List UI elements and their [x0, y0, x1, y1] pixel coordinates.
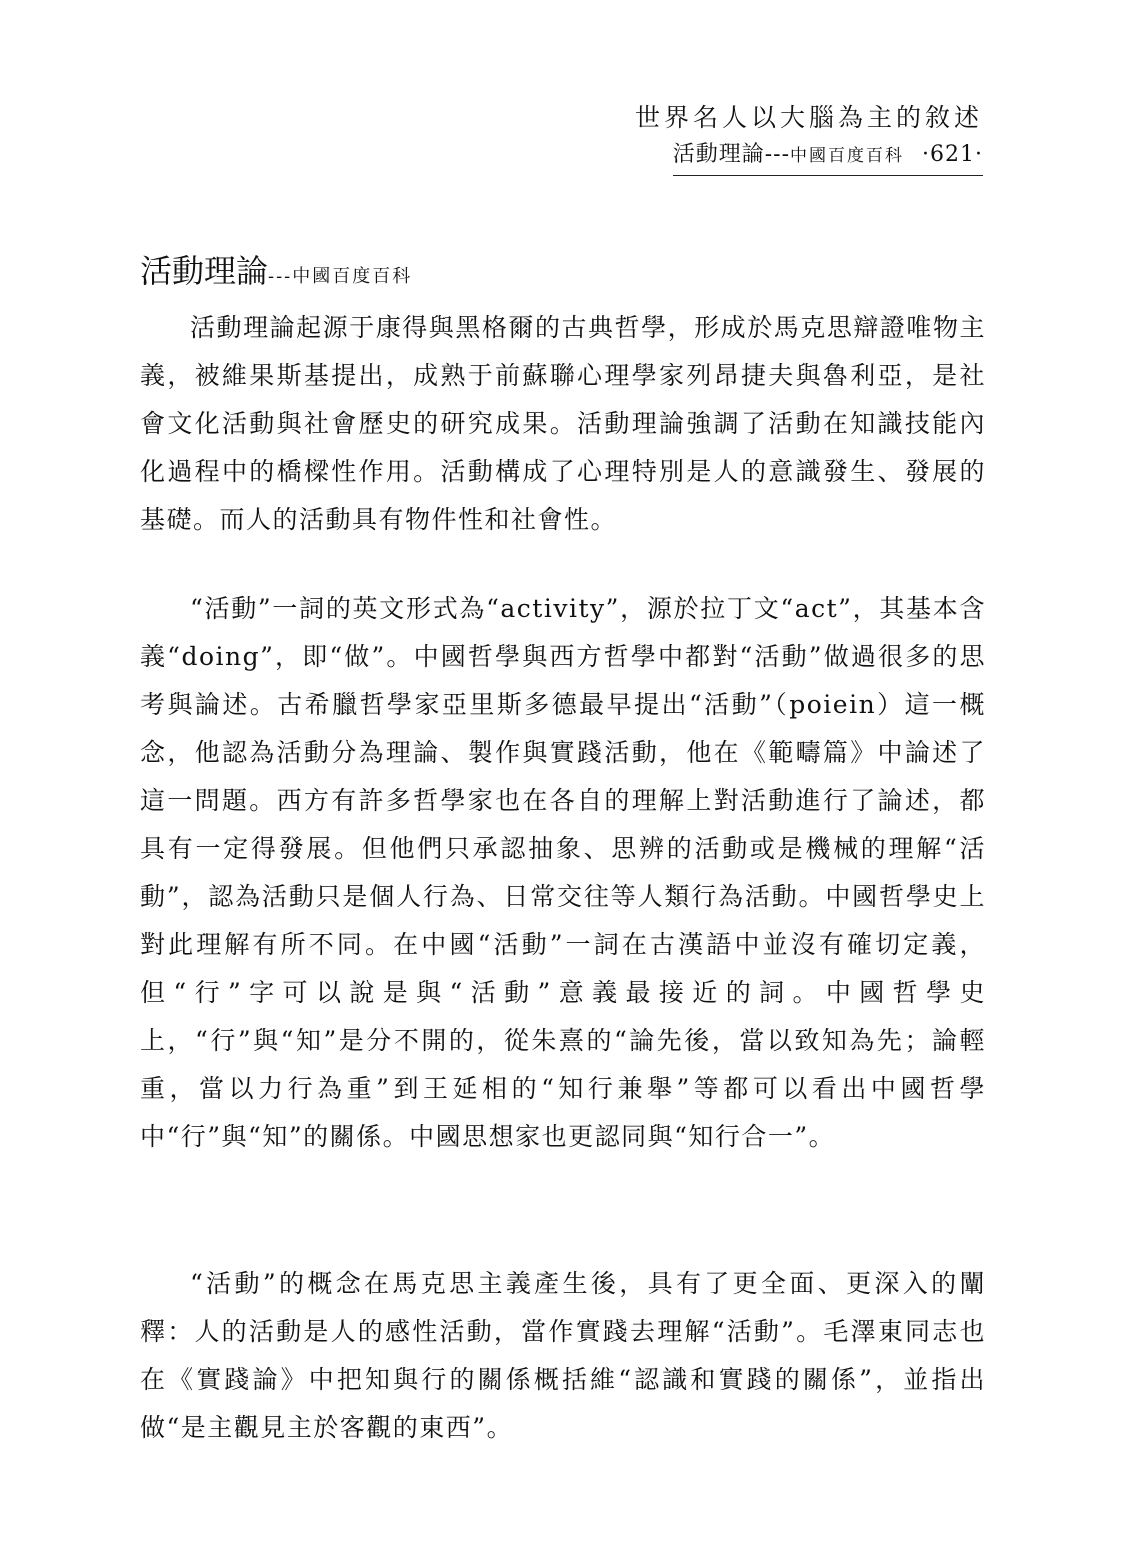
page-number: ·621·	[922, 142, 983, 167]
paragraph: “活動”一詞的英文形式為“activity”，源於拉丁文“act”，其基本含義“doing”，即“做”。中國哲學與西方哲學中都對“活動”做過很多的思考與論述。古希臘哲學家亞里斯多德最早提出“活動”（poiein）這一概念，他認為活動分為理論、製作與實踐活動，他在《範疇篇》中論述了這一問題。西方有許多哲學家也在各自的理解上對活動進行了論述，都具有一定得發展。但他們只承認抽象、思辨的活動或是機械的理解“活動”，認為活動只是個人行為、日常交往等人類行為活動。中國哲學史上對此理解有所不同。在中國“活動”一詞在古漢語中並沒有確切定義，但“行”字可以說是與“活動”意義最接近的詞。中國哲學史上，“行”與“知”是分不開的，從朱熹的“論先後，當以致知為先；論輕重，當以力行為重”到王延相的“知行兼舉”等都可以看出中國哲學中“行”與“知”的關係。中國思想家也更認同與“知行合一”。	[140, 594, 986, 1151]
section-title: 活動理論	[140, 252, 269, 290]
running-header	[635, 98, 983, 176]
paragraph: “活動”的概念在馬克思主義產生後，具有了更全面、更深入的闡釋：人的活動是人的感性活動，當作實踐去理解“活動”。毛澤東同志也在《實踐論》中把知與行的關係概括維“認識和實踐的關係”，並指出做“是主觀見主於客觀的東西”。	[140, 1269, 986, 1442]
header-book-title: 世界名人以大腦為主的敘述	[634, 103, 983, 132]
section-subtitle: ---中國百度百科	[268, 266, 413, 287]
body-block-3	[140, 1260, 986, 1452]
section-heading	[140, 246, 412, 302]
body-block-1	[140, 304, 986, 544]
header-chapter-line	[673, 138, 983, 176]
header-chapter-source: 中國百度百科	[790, 146, 905, 166]
paragraph: 活動理論起源于康得與黑格爾的古典哲學，形成於馬克思辯證唯物主義，被維果斯基提出，成熟于前蘇聯心理學家列昂捷夫與魯利亞，是社會文化活動與社會歷史的研究成果。活動理論強調了活動在知識技能內化過程中的橋樑性作用。活動構成了心理特別是人的意識發生、發展的基礎。而人的活動具有物件性和社會性。	[140, 313, 986, 534]
body-block-2	[140, 585, 986, 1161]
header-chapter-title: 活動理論---	[672, 142, 791, 167]
